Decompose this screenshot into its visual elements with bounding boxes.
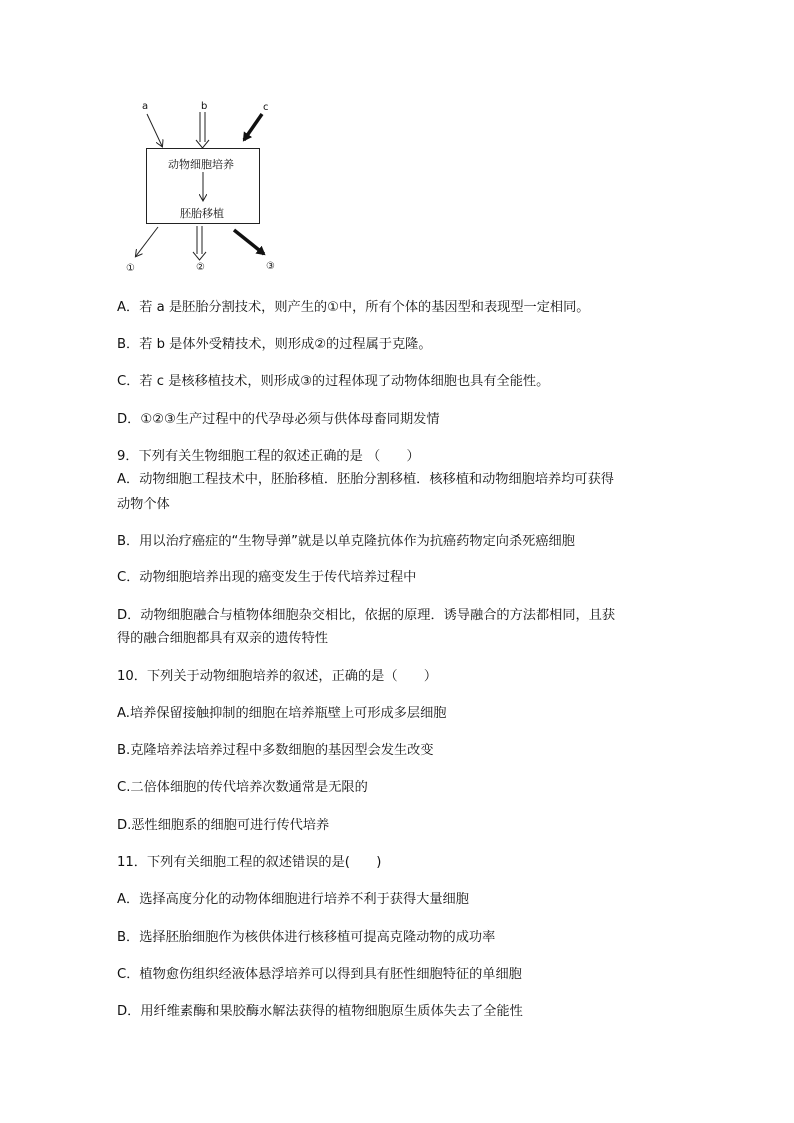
arrow-out-2-head xyxy=(193,252,206,260)
arrow-out-3 xyxy=(234,230,264,254)
q8-option-c: C．若 c 是核移植技术，则形成③的过程体现了动物体细胞也具有全能性。 xyxy=(117,374,550,389)
q9-option-a: A．动物细胞工程技术中，胚胎移植．胚胎分割移植．核移植和动物细胞培养均可获得 xyxy=(117,472,614,487)
box-label-transfer: 胚胎移植 xyxy=(180,207,224,220)
output-label-3: ③ xyxy=(266,261,275,272)
q10-stem: 10．下列关于动物细胞培养的叙述，正确的是（ ） xyxy=(117,669,438,684)
box-label-culture: 动物细胞培养 xyxy=(168,158,234,171)
q11-option-c: C．植物愈伤组织经液体悬浮培养可以得到具有胚性细胞特征的单细胞 xyxy=(117,967,522,982)
process-diagram xyxy=(120,96,300,281)
q11-option-b: B．选择胚胎细胞作为核供体进行核移植可提高克隆动物的成功率 xyxy=(117,930,496,945)
q10-option-d: D.恶性细胞系的细胞可进行传代培养 xyxy=(117,818,330,833)
q10-option-c: C.二倍体细胞的传代培养次数通常是无限的 xyxy=(117,780,368,795)
q9-option-b: B．用以治疗癌症的“生物导弹”就是以单克隆抗体作为抗癌药物定向杀死癌细胞 xyxy=(117,534,575,549)
q9-option-c: C．动物细胞培养出现的癌变发生于传代培养过程中 xyxy=(117,570,417,585)
input-label-c: c xyxy=(263,102,269,113)
arrow-out-1 xyxy=(136,227,158,256)
q8-option-d: D．①②③生产过程中的代孕母必须与供体母畜同期发情 xyxy=(117,412,440,427)
q9-option-d: D．动物细胞融合与植物体细胞杂交相比，依据的原理．诱导融合的方法都相同，且获 xyxy=(117,608,616,623)
arrow-b-head xyxy=(196,140,209,148)
q11-option-d: D．用纤维素酶和果胶酶水解法获得的植物细胞原生质体失去了全能性 xyxy=(117,1004,523,1019)
q10-option-b: B.克隆培养法培养过程中多数细胞的基因型会发生改变 xyxy=(117,743,434,758)
q11-stem: 11．下列有关细胞工程的叙述错误的是( ) xyxy=(117,855,382,870)
input-label-a: a xyxy=(142,101,149,112)
q9-option-a-cont: 动物个体 xyxy=(117,497,170,512)
q8-option-a: A．若 a 是胚胎分割技术，则产生的①中，所有个体的基因型和表现型一定相同。 xyxy=(117,300,590,315)
q9-option-d-cont: 得的融合细胞都具有双亲的遗传特性 xyxy=(117,631,328,646)
input-label-b: b xyxy=(201,101,208,112)
output-label-1: ① xyxy=(126,263,135,274)
output-label-2: ② xyxy=(196,262,205,273)
q11-option-a: A．选择高度分化的动物体细胞进行培养不利于获得大量细胞 xyxy=(117,892,469,907)
q10-option-a: A.培养保留接触抑制的细胞在培养瓶壁上可形成多层细胞 xyxy=(117,706,447,721)
arrow-c xyxy=(244,114,262,140)
arrow-a xyxy=(147,114,162,146)
q8-option-b: B．若 b 是体外受精技术，则形成②的过程属于克隆。 xyxy=(117,337,432,352)
q9-stem: 9．下列有关生物细胞工程的叙述正确的是 （ ） xyxy=(117,449,420,464)
